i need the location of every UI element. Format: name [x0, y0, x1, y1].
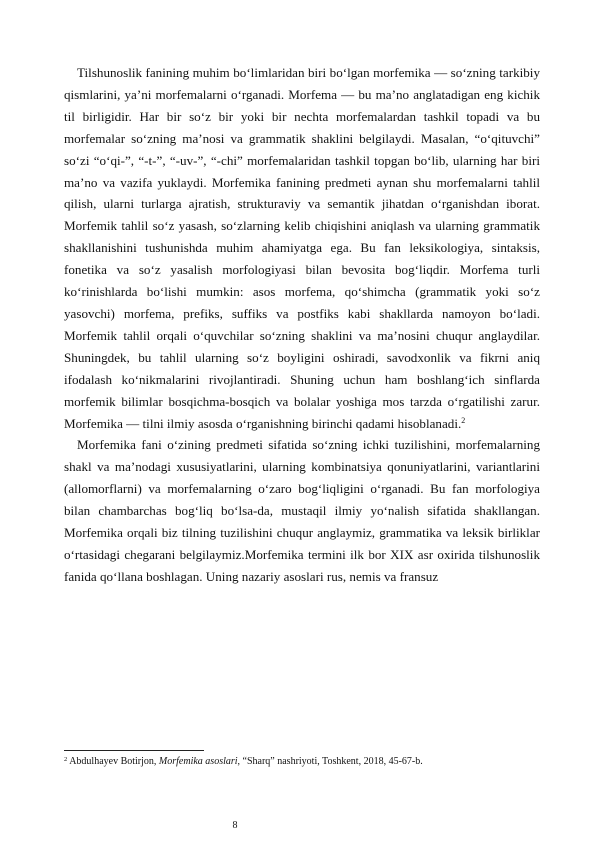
footnote-details: , “Sharq” nashriyoti, Toshkent, 2018, 45-67-b.	[237, 756, 423, 767]
footnote-author: Abdulhayev Botirjon,	[69, 756, 159, 767]
footnote-reference[interactable]: 2	[461, 415, 466, 425]
footnote-number: 2	[64, 756, 68, 763]
paragraph-1-text: Tilshunoslik fanining muhim bo‘limlaridan biri bo‘lgan morfemika — so‘zning tarkibiy qismlarini, ya’ni morfemalarni o‘rganadi. Morfema — bu ma’no anglatadigan eng kichik til birligidir. Har bir so‘z bir yoki bir nechta morfemalardan tashkil topadi va bu morfemalar so‘zning ma’nosi va grammatik shaklini belgilaydi. Masalan, “o‘qituvchi” so‘zi “o‘qi-”, “-t-”, “-uv-”, “-chi” morfemalaridan tashkil topgan bo‘lib, ularning har biri ma’no va vazifa yuklaydi. Morfemika fanining predmeti aynan shu morfemalarni tahlil qilish, ularni turlarga ajratish, strukturaviy va semantik jihatdan o‘rganishdan iborat. Morfemik tahlil so‘z yasash, so‘zlarning kelib chiqishini aniqlash va ularning grammatik shakllanishini tushunishda muhim ahamiyatga ega. Bu fan leksikologiya, sintaksis, fonetika va so‘z yasalish morfologiyasi bilan bevosita bog‘liqdir. Morfema turli ko‘rinishlarda bo‘lishi mumkin: asos morfema, qo‘shimcha (grammatik yoki so‘z yasovchi) morfema, prefiks, suffiks va postfiks kabi shakllarda namoyon bo‘ladi. Morfemik tahlil orqali o‘quvchilar so‘zning shaklini va ma’nosini chuqur anglaydilar. Shuningdek, bu tahlil ularning so‘z boyligini oshiradi, savodxonlik va fikrni aniq ifodalash ko‘nikmalarini rivojlantiradi. Shuning uchun ham boshlang‘ich sinflarda morfemik bilimlar bosqichma-bosqich va bolalar yoshiga mos tarzda o‘rgatilishi zarur. Morfemika — tilni ilmiy asosda o‘rganishning birinchi qadami hisoblanadi.	[64, 65, 540, 431]
footnote-title: Morfemika asoslari	[158, 756, 238, 767]
paragraph-2-text: Morfemika fani o‘zining predmeti sifatida so‘zning ichki tuzilishini, morfemalarning shakl va ma’nodagi xususiyatlarini, ularning kombinatsiya qonuniyatlarini, variantlarini (allomorflarni) va morfemalarning o‘zaro bog‘liqligini o‘rganadi. Bu fan morfologiya bilan chambarchas bog‘liq bo‘lsa-da, mustaqil ilmiy yo‘nalish sifatida shakllangan. Morfemika orqali biz tilning tuzilishini chuqur anglaymiz, grammatika va leksik birliklar o‘rtasidagi chegarani belgilaymiz.Morfemika termini ilk bor XIX asr oxirida tilshunoslik fanida qo‘llana boshlagan. Uning nazariy asoslari rus, nemis va fransuz	[64, 437, 540, 584]
page-body	[64, 62, 540, 588]
footnote-divider	[64, 750, 204, 751]
paragraph-2	[64, 434, 540, 587]
footnote	[64, 753, 540, 769]
page-number: 8	[232, 820, 238, 831]
paragraph-1	[64, 62, 540, 434]
